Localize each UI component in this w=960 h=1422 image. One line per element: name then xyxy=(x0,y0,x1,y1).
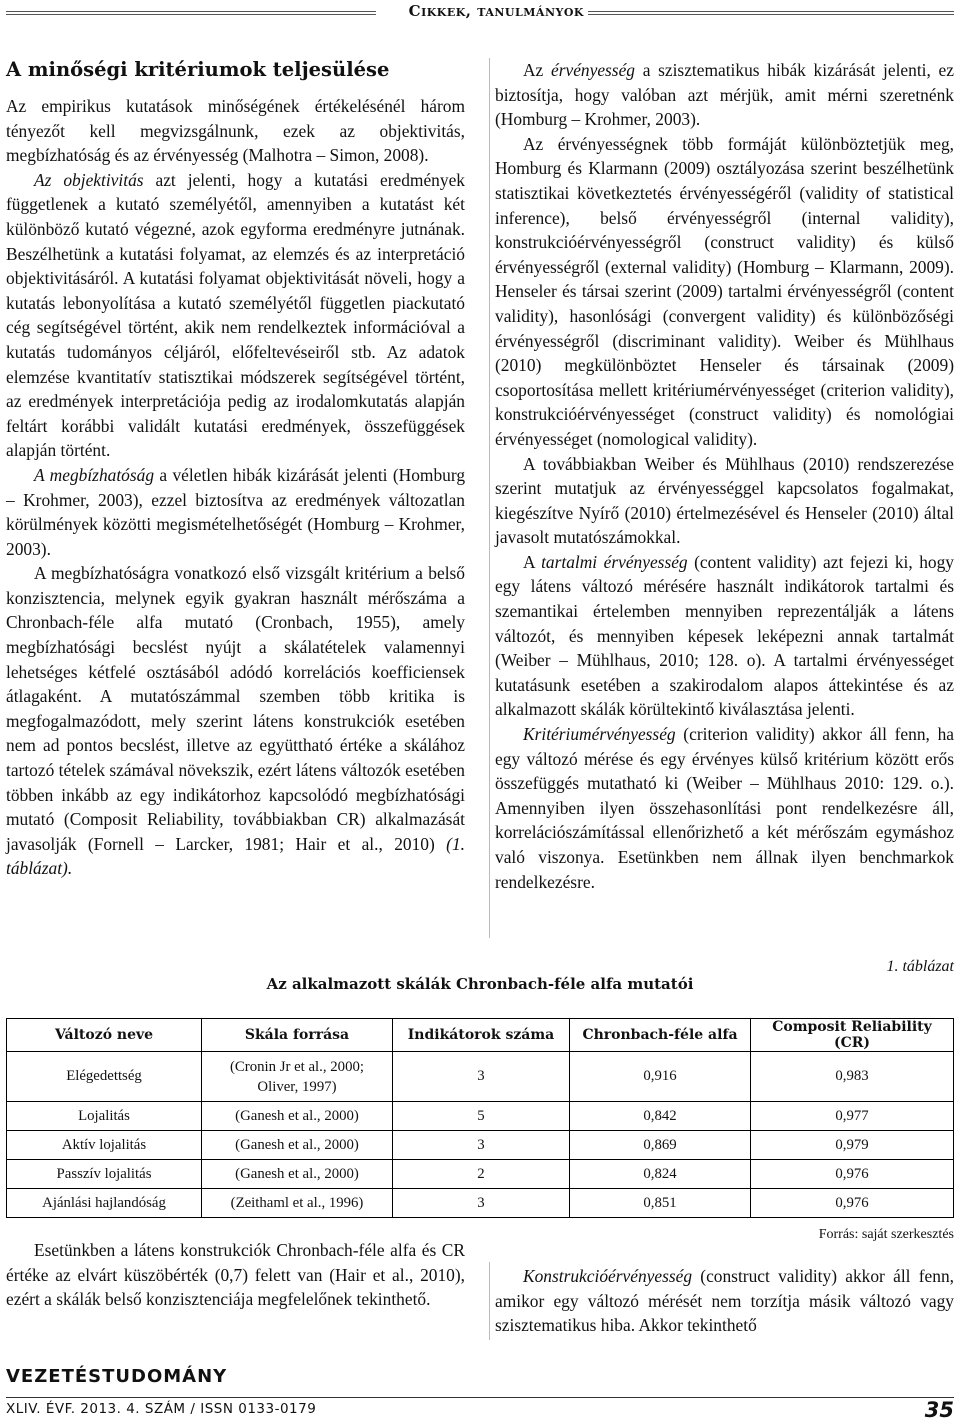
page-number: 35 xyxy=(924,1398,954,1422)
table-number: 1. táblázat xyxy=(886,958,954,975)
cell-cr: 0,977 xyxy=(751,1102,954,1131)
cell-source: (Zeithaml et al., 1996) xyxy=(202,1189,393,1218)
paragraph-text: (criterion validity) akkor áll fenn, ha egy változó mérése és egy érvényes külső kritérium között erős összefüggés mutatható ki (Weiber – Mühlhaus 2010: 129. o.). Amennyiben ilyen összehasonlítási pont rendelkezésre áll, korrelációszámítással ellenőrizhető a két mérőszám egymáshoz való viszonya. Esetünkben nem állnak ilyen benchmarkok rendelkezésre. xyxy=(495,724,954,892)
paragraph-text: a szisztematikus hibák kizárását jelenti, ez biztosítja, hogy valóban azt mérjük, amit mérni szeretnénk (Homburg – Krohmer, 2003). xyxy=(495,60,954,130)
paragraph: A továbbiakban Weiber és Mühlhaus (2010) rendszerezése szerint mutatjuk az érvényességgel kapcsolatos fogalmakat, kiegészítve Nyírő (2010) értelmezésével és Henseler (2010) által javasolt mutatószámokkal. xyxy=(495,453,954,548)
column-header: Változó neve xyxy=(7,1019,202,1052)
term: érvényesség xyxy=(550,60,635,80)
paragraph: Az empirikus kutatások minőségének értékelésénél három tényezőt kell megvizsgálnunk, ezek az objektivitás, megbízhatóság és az érvényesség (Malhotra – Simon, 2008). xyxy=(6,96,465,166)
source-line: (Cronin Jr et al., 2000; xyxy=(230,1058,364,1075)
table-reference: (1. táblázat). xyxy=(6,833,465,879)
column-divider xyxy=(489,1262,490,1340)
issue-info: XLIV. ÉVF. 2013. 4. SZÁM / ISSN 0133-0179 xyxy=(6,1401,317,1417)
table-row xyxy=(7,1102,954,1131)
paragraph xyxy=(495,550,954,722)
paragraph-text: (construct validity) akkor áll fenn, amikor egy változó mérését nem torzítja másik változó vagy szisztematikus hiba. Akkor tekinthető xyxy=(495,1266,954,1336)
cell-name: Ajánlási hajlandóság xyxy=(7,1189,202,1218)
cell-alpha: 0,851 xyxy=(570,1189,751,1218)
table-row xyxy=(7,1131,954,1160)
paragraph-text: A megbízhatóságra vonatkozó első vizsgált kritérium a belső konzisztencia, melynek egyik gyakran használt mérőszáma a Chronbach-féle alfa mutató (Cronbach, 1955), amely megbízhatósági becslést nyújt a skálatételek valamennyi lehetséges kétfelé osztásából adódó korrelációs koefficiensek átlagaként. A mutatószámmal szemben több kritika is megfogalmazódott, mely szerint látens konstrukciók esetében nem ad pontos becslést, illetve az együttható értéke a skálához tartozó tételek számával növekszik, ezért látens változók esetében többen inkább az egy indikátorhoz kapcsolódó megbízhatósági mutató (Composit Reliability, továbbiakban CR) alkalmazását javasolják (Fornell – Larcker, 1981; Hair et al., 2010) xyxy=(6,563,465,854)
paragraph xyxy=(495,722,954,894)
cell-cr: 0,979 xyxy=(751,1131,954,1160)
footer-rule xyxy=(6,1397,954,1398)
cell-source xyxy=(202,1052,393,1102)
right-column xyxy=(495,58,954,894)
cell-name: Passzív lojalitás xyxy=(7,1160,202,1189)
journal-name: VEZETÉSTUDOMÁNY xyxy=(6,1366,228,1387)
cell-indicators: 3 xyxy=(393,1131,570,1160)
cell-name: Lojalitás xyxy=(7,1102,202,1131)
cell-source: (Ganesh et al., 2000) xyxy=(202,1160,393,1189)
column-header: Skála forrása xyxy=(202,1019,393,1052)
left-column xyxy=(6,58,465,881)
paragraph-text: azt jelenti, hogy a kutatási eredmények függetlenek a kutató személyétől, amennyiben a kutatást két különböző kutató végezné, azok egyforma eredményre jutnának. Beszélhetünk a kutatási folyamat, az elemzés és az interpretáció objektivitásáról. A kutatási folyamat objektivitását növeli, hogy a kutatás lebonyolítása a kutató személyétől független piackutató cég segítségével történt, akik nem rendelkeztek információval a kutatás tudományos céljáról, előfeltevéseiről stb. Az adatok elemzése kvantitatív statisztikai módszerek segítségével történt, az eredmények interpretációja pedig az irodalomkutatás alapján feltárt korábbi validált kutatási eredmények, összefüggések alapján történt. xyxy=(6,169,465,461)
paragraph xyxy=(6,168,465,463)
term: tartalmi érvényesség xyxy=(541,551,688,572)
table-row xyxy=(7,1189,954,1218)
cell-alpha: 0,916 xyxy=(570,1052,751,1102)
term: A megbízhatóság xyxy=(34,464,155,485)
paragraph xyxy=(6,463,465,561)
table-header-row xyxy=(7,1019,954,1052)
term: Konstrukcióérvényesség xyxy=(523,1266,693,1286)
paragraph xyxy=(495,1264,954,1338)
bottom-left-text xyxy=(6,1238,465,1312)
table-source-note: Forrás: saját szerkesztés xyxy=(818,1227,954,1242)
table-title: Az alkalmazott skálák Chronbach-féle alfa mutatói xyxy=(266,975,694,993)
cell-source: (Ganesh et al., 2000) xyxy=(202,1131,393,1160)
paragraph: Esetünkben a látens konstrukciók Chronbach-féle alfa és CR értéke az elvárt küszöbérték (0,7) felett van (Hair et al., 2010), ezért a skálák belső konzisztenciája megfelelőnek tekinthető. xyxy=(6,1240,465,1310)
paragraph-text: a véletlen hibák kizárását jelenti (Homburg – Krohmer, 2003), ezzel biztosítva az eredmények változatlan körülmények közötti megismételhetőségét (Homburg – Krohmer, 2003). xyxy=(6,464,466,559)
header-rule-left xyxy=(6,11,376,15)
term: Kritériumérvényesség xyxy=(523,724,676,745)
cell-name: Aktív lojalitás xyxy=(7,1131,202,1160)
paragraph: Az érvényességnek több formáját különböztetjük meg, Homburg és Klarmann (2009) osztályozása szerint beszélhetünk statisztikai következtetés érvényességéről (validity of statistical inference), belső érvényességről (internal validity), konstrukcióérvényességről (construct validity) és külső érvényességről (external validity) (Homburg – Klarmann, 2009). Henseler és társai szerint (2009) tartalmi érvényességről (content validity), hasonlósági (convergent validity) és különbözőségi érvényességről (discriminant validity). Weiber és Mühlhaus (2010) megkülönböztet Henseler és társainak (2009) csoportosítása mellett kritériumérvényességet (criterion validity), konstrukcióérvényességet (construct validity) és nomológiai érvényességet (nomological validity). xyxy=(495,133,954,449)
paragraph-text: Az xyxy=(523,60,551,80)
section-heading: A minőségi kritériumok teljesülése xyxy=(6,58,390,81)
column-header: Indikátorok száma xyxy=(393,1019,570,1052)
cell-indicators: 3 xyxy=(393,1052,570,1102)
cell-indicators: 2 xyxy=(393,1160,570,1189)
paragraph-text: (content validity) azt fejezi ki, hogy egy látens változó mérésére használt indikátorok tartalmi és szemantikai értelemben mennyiben reprezentálják a látens változót, és mennyiben képesek leképezni annak tartalmát (Weiber – Mühlhaus, 2010; 128. o). A tartalmi érvényességet kutatásunk esetében a szakirodalom alapos áttekintése és az alkalmazott skálák körültekintő kiválasztása jelenti. xyxy=(495,551,954,720)
paragraph xyxy=(6,561,465,881)
cell-cr: 0,983 xyxy=(751,1052,954,1102)
term: Az objektivitás xyxy=(34,169,144,190)
cell-source: (Ganesh et al., 2000) xyxy=(202,1102,393,1131)
column-header: Composit Reliability (CR) xyxy=(751,1019,954,1052)
cell-alpha: 0,842 xyxy=(570,1102,751,1131)
cell-indicators: 3 xyxy=(393,1189,570,1218)
bottom-right-text xyxy=(495,1264,954,1338)
column-header: Chronbach-féle alfa xyxy=(570,1019,751,1052)
cell-indicators: 5 xyxy=(393,1102,570,1131)
header-rule-right xyxy=(588,11,954,15)
section-title: Cikkek, tanulmányok xyxy=(408,2,584,20)
cell-cr: 0,976 xyxy=(751,1189,954,1218)
cell-alpha: 0,824 xyxy=(570,1160,751,1189)
cell-alpha: 0,869 xyxy=(570,1131,751,1160)
table-row xyxy=(7,1052,954,1102)
cell-name: Elégedettség xyxy=(7,1052,202,1102)
paragraph-text: A xyxy=(523,551,542,572)
reliability-table xyxy=(6,1018,954,1218)
source-line: Oliver, 1997) xyxy=(257,1078,337,1095)
paragraph xyxy=(495,58,954,132)
table-row xyxy=(7,1160,954,1189)
column-divider xyxy=(489,58,490,938)
cell-cr: 0,976 xyxy=(751,1160,954,1189)
